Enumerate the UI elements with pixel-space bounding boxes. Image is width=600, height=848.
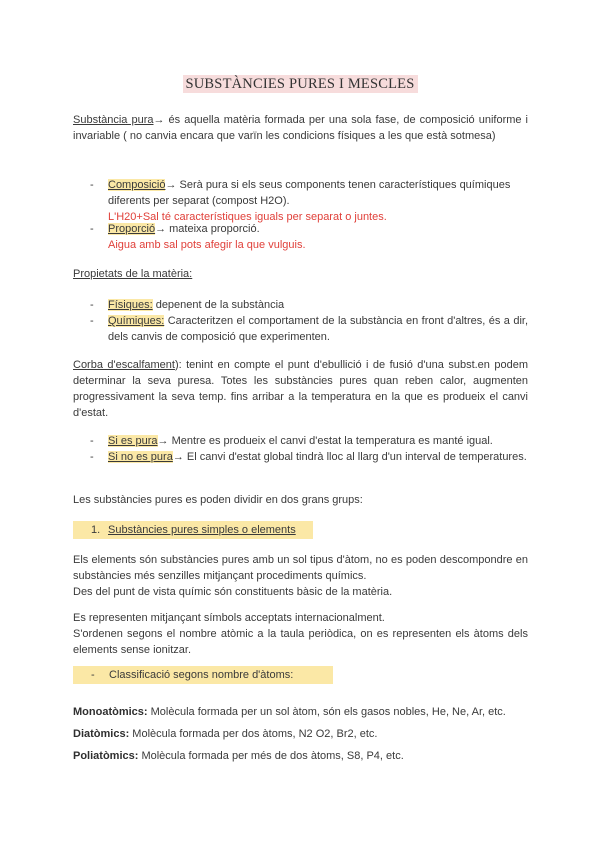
- grups-paragraph: Les substàncies pures es poden dividir en dos grans grups:: [73, 494, 363, 506]
- page-title: SUBSTÀNCIES PURES I MESCLES: [0, 76, 600, 93]
- monoatomics-line: Monoatòmics: Molècula formada per un sol àtom, són els gasos nobles, He, Ne, Ar, etc.: [73, 706, 506, 718]
- intro-paragraph: Substància pura→ és aquella matèria formada per una sola fase, de composició uniforme i invariable ( no canvia encara que varïn les condicions físiques a les que està sotmesa): [73, 114, 529, 142]
- classificacio-heading: - Classificació segons nombre d'àtoms:: [73, 666, 333, 684]
- document-page: SUBSTÀNCIES PURES I MESCLES Substància pura→ és aquella matèria formada per una sola fase, de composició uniforme i invariable ( no canvia encara que varïn les condicions físiques a les que està sotmesa) - Composició→ Serà pura si els seus components tenen característiques químiques diferents per separat (compost H2O). L'H20+Sal té característiques iguals per separat o juntes. - Proporció→ mateixa proporció. Aigua amb sal pots afegir la que vulguis. Propietats de la matèria: - Físiques: depenent de la substància - Químiques: Caracteritzen el comportament de la substància en front d'altres, és a dir, dels canvis de composició que experimenten. Corba d'escalfament): tenint en compte el punt d'ebullició i de fusió d'una subst.en podem determinar la seva puresa. Totes les substàncies pures quan reben calor, augmenten progressivament la seva temp. fins arribar a la temperatura en la que es produeix el canvi d'estat. - Si es pura→ Mentre es produeix el canvi d'estat la temperatura es manté igual. - Si no es pura→ El canvi d'estat global tindrà lloc al llarg d'un interval de temperatures. Les substàncies pures es poden dividir en dos grans grups: 1. Substàncies pures simples o elements Els elements són substàncies pures amb un sol tipus d'àtom, no es poden descompondre en substàncies més senzilles mitjançant procediments químics. Des del punt de vista químic són constituents bàsic de la matèria. Es representen mitjançant símbols acceptats internacionalment. S'ordenen segons el nombre atòmic a la taula periòdica, on es representen els àtoms dels elements sense ionitzar. - Classificació segons nombre d'àtoms: Monoatòmics: Molècula formada per un sol àtom, són els gasos nobles, He, Ne, Ar, etc. Diatòmics: Molècula formada per dos àtoms, N2 O2, Br2, etc. Poliatòmics: Molècula formada per més de dos àtoms, S8, P4, etc.: [0, 0, 600, 848]
- propietats-heading: Propietats de la matèria:: [73, 268, 193, 280]
- corba-paragraph: Corba d'escalfament): tenint en compte el punt d'ebullició i de fusió d'una subst.en podem determinar la seva puresa. Totes les substàncies pures quan reben calor, augmenten progressivament la seva temp. fins arribar a la temperatura en la que es produeix el canvi d'estat.: [73, 359, 529, 419]
- diatomics-line: Diatòmics: Molècula formada per dos àtoms, N2 O2, Br2, etc.: [73, 728, 378, 740]
- elements-paragraph: Els elements són substàncies pures amb un sol tipus d'àtom, no es poden descompondre en substàncies més senzilles mitjançant procediments químics. Des del punt de vista químic són constituents bàsic de la matèria.: [73, 554, 528, 598]
- representacio-paragraph: Es representen mitjançant símbols acceptats internacionalment. S'ordenen segons el nombre atòmic a la taula periòdica, on es representen els àtoms dels elements sense ionitzar.: [73, 612, 528, 656]
- section-heading-elements: 1. Substàncies pures simples o elements: [73, 521, 313, 539]
- poliatomics-line: Poliatòmics: Molècula formada per més de dos àtoms, S8, P4, etc.: [73, 750, 404, 762]
